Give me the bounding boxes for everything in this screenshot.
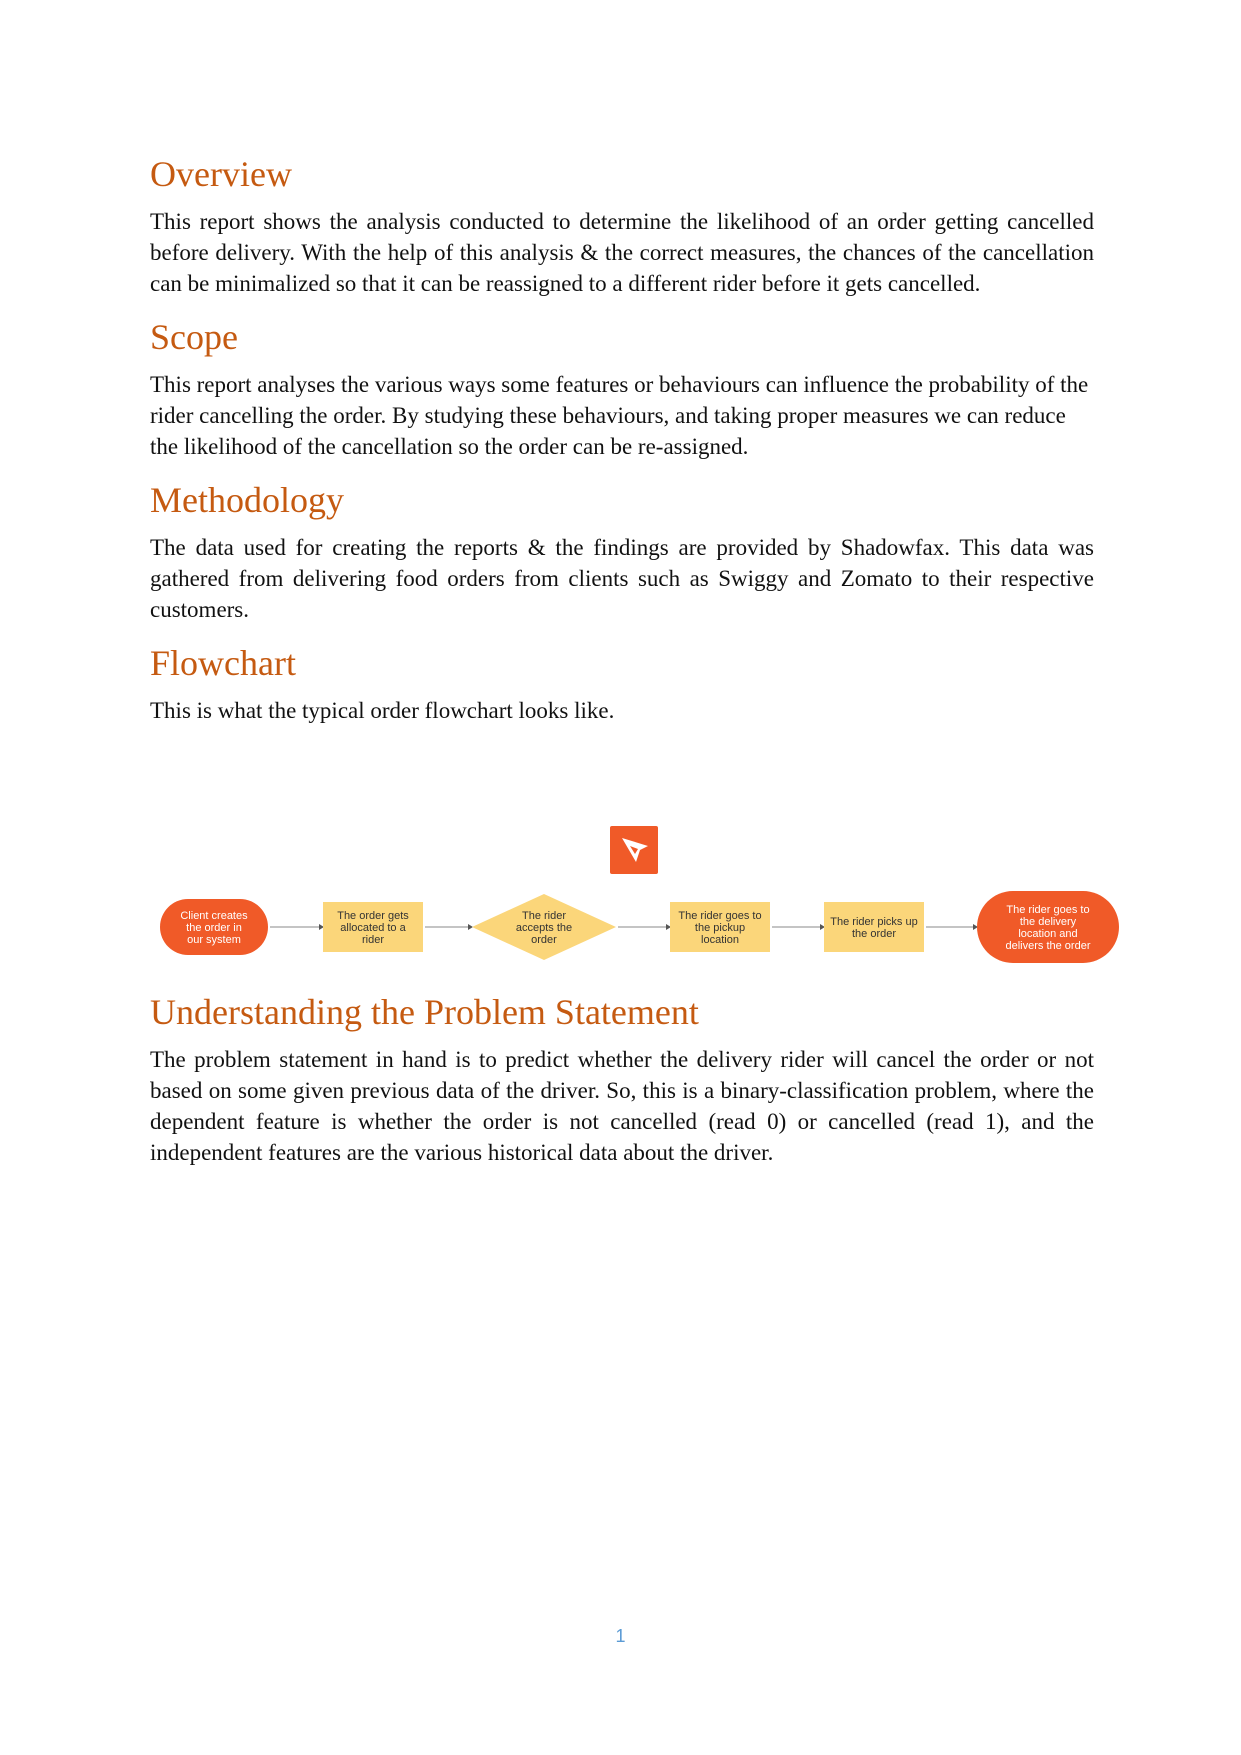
problem-body: The problem statement in hand is to predict whether the delivery rider will cancel the order or not based on some given previous data of the driver. So, this is a binary-classification problem, where the dependent feature is whether the order is not cancelled (read 0) or cancelled (read 1), and the independent features are the various historical data about the driver. <box>150 1047 1094 1165</box>
order-flowchart <box>150 820 1140 980</box>
flow-step-3-label: The rider <box>521 910 567 922</box>
problem-heading: Understanding the Problem Statement <box>150 992 699 1032</box>
flow-step-6-label: delivers the order <box>1005 940 1091 952</box>
methodology-heading: Methodology <box>150 480 344 520</box>
flow-step-3-label: accepts the <box>515 922 573 934</box>
flow-step-2-label: rider <box>361 934 385 946</box>
flow-step-2-label: allocated to a <box>340 922 406 934</box>
section-problem <box>150 990 1094 1168</box>
flow-step-4-label: The rider goes to <box>678 910 762 922</box>
flow-step-6-label: location and <box>1018 928 1078 940</box>
flow-step-6-label: The rider goes to <box>1006 904 1090 916</box>
flow-step-4-label: location <box>701 934 739 946</box>
section-overview <box>150 152 1094 299</box>
page-number: 1 <box>615 1626 626 1646</box>
flowchart-heading: Flowchart <box>150 643 296 683</box>
flow-step-1-label: the order in <box>186 922 242 934</box>
flowchart-canvas <box>150 820 1140 980</box>
scope-body: This report analyses the various ways some features or behaviours can influence the probability of the rider cancelling the order. By studying these behaviours, and taking proper measures we can reduce the likelihood of the cancellation so the order can be re-assigned. <box>150 372 1089 459</box>
flow-step-3-label: order <box>531 934 557 946</box>
methodology-body: The data used for creating the reports & the findings are provided by Shadowfax. This data was gathered from delivering food orders from clients such as Swiggy and Zomato to their respective customers. <box>150 535 1094 622</box>
section-methodology <box>150 478 1094 625</box>
flow-step-5-label: the order <box>851 928 897 940</box>
scope-heading: Scope <box>150 317 238 357</box>
overview-body: This report shows the analysis conducted to determine the likelihood of an order getting cancelled before delivery. With the help of this analysis & the correct measures, the chances of the cancellation can be minimalized so that it can be reassigned to a different rider before it gets cancelled. <box>150 209 1094 296</box>
flow-step-6-label: the delivery <box>1019 916 1077 928</box>
flow-step-5-label: The rider picks up <box>830 916 918 928</box>
flow-step-1-label: Client creates <box>180 910 248 922</box>
document-page <box>150 140 1094 742</box>
flowchart-body: This is what the typical order flowchart looks like. <box>150 698 615 723</box>
flow-step-2-label: The order gets <box>337 910 409 922</box>
section-flowchart <box>150 641 1094 726</box>
section-scope <box>150 315 1094 462</box>
flow-step-4-label: the pickup <box>694 922 746 934</box>
flow-step-1-label: our system <box>187 934 241 946</box>
overview-heading: Overview <box>150 154 292 194</box>
